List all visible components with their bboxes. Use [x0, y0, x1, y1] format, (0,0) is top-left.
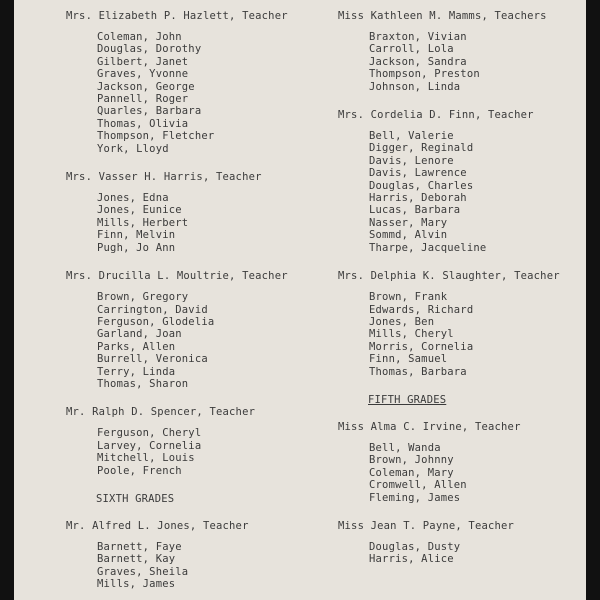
teacher-name: Miss Alma C. Irvine, Teacher: [338, 420, 521, 433]
student-name: Carrington, David: [97, 303, 208, 316]
student-name: Sommd, Alvin: [369, 229, 448, 242]
sixth-grades-heading: SIXTH GRADES: [96, 492, 175, 505]
student-name: Douglas, Charles: [369, 179, 474, 192]
student-name: Bell, Valerie: [369, 130, 454, 143]
student-list: [369, 130, 578, 254]
student-name: Ferguson, Glodelia: [97, 315, 215, 328]
fifth-grades-heading: FIFTH GRADES: [368, 393, 447, 406]
student-name: Parks, Allen: [97, 340, 176, 353]
student-name: Douglas, Dorothy: [97, 43, 202, 56]
class-roster: [338, 421, 578, 504]
student-name: Brown, Johnny: [369, 454, 454, 467]
class-roster: [66, 520, 336, 591]
student-name: Burrell, Veronica: [97, 353, 208, 366]
student-name: Finn, Samuel: [369, 353, 448, 366]
student-name: Jones, Edna: [97, 192, 169, 205]
student-name: Jackson, Sandra: [369, 55, 467, 68]
teacher-name: Mrs. Delphia K. Slaughter, Teacher: [338, 270, 560, 283]
student-name: Garland, Joan: [97, 328, 182, 341]
student-name: Lucas, Barbara: [369, 204, 461, 217]
student-name: Thomas, Olivia: [97, 117, 189, 130]
student-name: Gilbert, Janet: [97, 55, 189, 68]
left-groups-top: [66, 10, 336, 477]
student-name: Thompson, Fletcher: [97, 130, 215, 143]
student-name: Mills, Herbert: [97, 216, 189, 229]
student-name: Jones, Eunice: [97, 204, 182, 217]
left-column: [66, 10, 336, 600]
teacher-name: Mr. Ralph D. Spencer, Teacher: [66, 406, 256, 419]
student-list: [369, 442, 578, 504]
student-name: Carroll, Lola: [369, 43, 454, 56]
teacher-name: Mrs. Drucilla L. Moultrie, Teacher: [66, 270, 288, 283]
student-name: Johnson, Linda: [369, 80, 461, 93]
student-name: Fleming, James: [369, 491, 461, 504]
student-name: Jackson, George: [97, 80, 195, 93]
student-name: Quarles, Barbara: [97, 105, 202, 118]
student-list: [97, 291, 336, 390]
teacher-name: Miss Kathleen M. Mamms, Teachers: [338, 10, 547, 22]
student-name: Barnett, Faye: [97, 540, 182, 553]
student-name: Nasser, Mary: [369, 216, 448, 229]
teacher-name: Miss Jean T. Payne, Teacher: [338, 519, 515, 532]
teacher-name: Mrs. Elizabeth P. Hazlett, Teacher: [66, 10, 288, 22]
student-name: Jones, Ben: [369, 315, 435, 328]
student-name: Poole, French: [97, 464, 182, 477]
student-list: [369, 291, 578, 378]
student-name: Thomas, Sharon: [97, 377, 189, 390]
student-name: Graves, Yvonne: [97, 68, 189, 81]
student-name: Finn, Melvin: [97, 229, 176, 242]
class-roster: [338, 520, 578, 566]
class-roster: [66, 10, 336, 155]
student-name: Coleman, John: [97, 31, 182, 43]
student-name: Thompson, Preston: [369, 68, 480, 81]
right-groups-bottom: [338, 421, 578, 566]
class-roster: [66, 270, 336, 390]
student-list: [97, 541, 336, 591]
student-name: York, Lloyd: [97, 142, 169, 155]
student-name: Davis, Lenore: [369, 154, 454, 167]
student-name: Mills, Cheryl: [369, 328, 454, 341]
student-list: [97, 31, 336, 155]
left-groups-bottom: [66, 520, 336, 591]
student-list: [369, 31, 578, 93]
student-name: Mills, James: [97, 578, 176, 591]
student-name: Douglas, Dusty: [369, 540, 461, 553]
student-name: Thomas, Barbara: [369, 365, 467, 378]
student-name: Davis, Lawrence: [369, 167, 467, 180]
student-name: Digger, Reginald: [369, 142, 474, 155]
right-groups-top: [338, 10, 578, 378]
student-list: [97, 192, 336, 254]
student-name: Pannell, Roger: [97, 93, 189, 106]
class-roster: [338, 270, 578, 378]
student-name: Ferguson, Cheryl: [97, 427, 202, 440]
student-name: Harris, Alice: [369, 553, 454, 566]
student-name: Coleman, Mary: [369, 466, 454, 479]
student-name: Graves, Sheila: [97, 565, 189, 578]
student-name: Harris, Deborah: [369, 192, 467, 205]
student-name: Cromwell, Allen: [369, 479, 467, 492]
student-list: [97, 427, 336, 477]
class-roster: [66, 171, 336, 254]
student-name: Pugh, Jo Ann: [97, 241, 176, 254]
class-roster: [66, 406, 336, 477]
student-name: Morris, Cornelia: [369, 340, 474, 353]
student-list: [369, 541, 578, 566]
student-name: Brown, Frank: [369, 291, 448, 304]
student-name: Barnett, Kay: [97, 553, 176, 566]
class-roster: [338, 109, 578, 254]
student-name: Braxton, Vivian: [369, 31, 467, 43]
teacher-name: Mr. Alfred L. Jones, Teacher: [66, 519, 249, 532]
class-roster: [338, 10, 578, 93]
right-column: [338, 10, 578, 582]
teacher-name: Mrs. Vasser H. Harris, Teacher: [66, 171, 262, 184]
student-name: Larvey, Cornelia: [97, 439, 202, 452]
student-name: Mitchell, Louis: [97, 452, 195, 465]
student-name: Bell, Wanda: [369, 441, 441, 454]
student-name: Terry, Linda: [97, 365, 176, 378]
student-name: Edwards, Richard: [369, 303, 474, 316]
teacher-name: Mrs. Cordelia D. Finn, Teacher: [338, 109, 534, 122]
student-name: Brown, Gregory: [97, 291, 189, 304]
document-page: [14, 0, 586, 600]
student-name: Tharpe, Jacqueline: [369, 241, 487, 254]
